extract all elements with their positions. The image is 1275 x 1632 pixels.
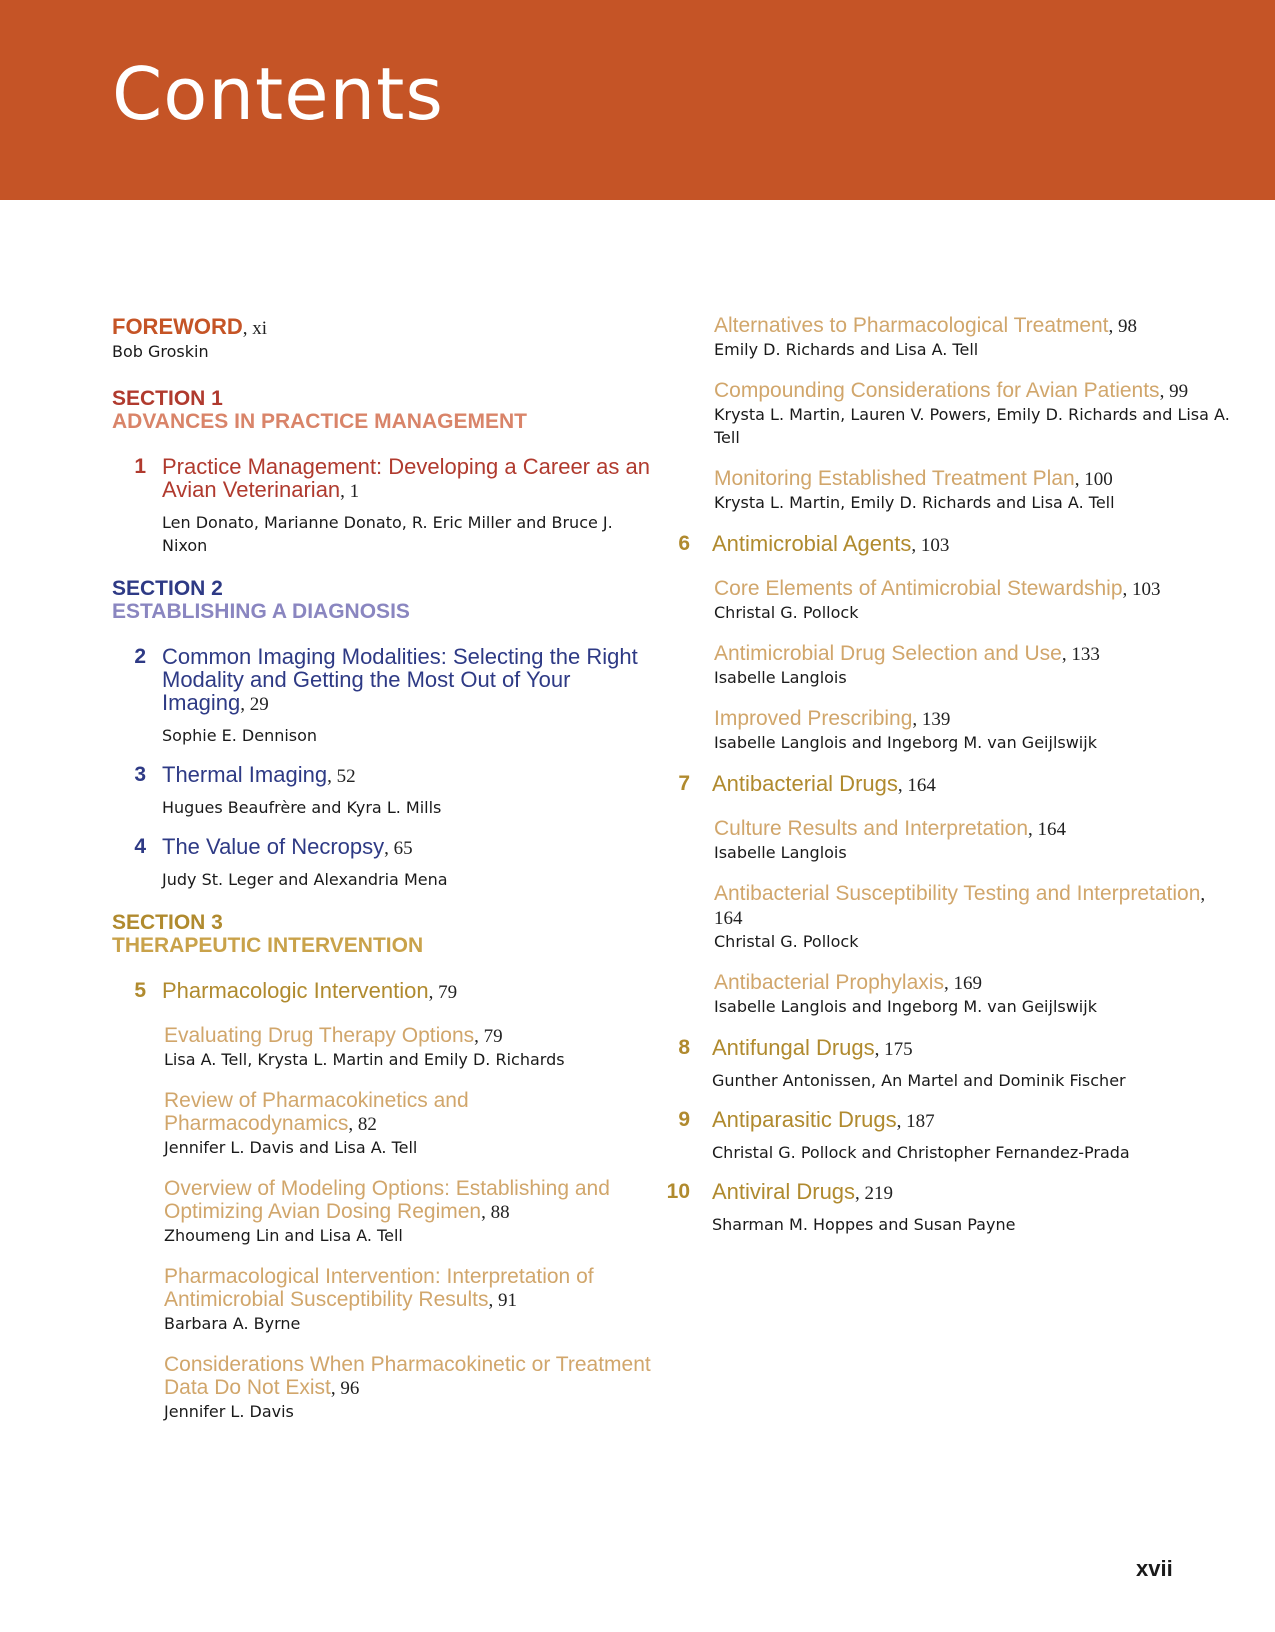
subchapter-page: , 133 xyxy=(1061,644,1100,665)
subchapter-title: Alternatives to Pharmacological Treatment xyxy=(714,314,1109,337)
subchapter-authors: Krysta L. Martin, Emily D. Richards and Lisa A. Tell xyxy=(714,493,1115,512)
chapter-number: 10 xyxy=(666,1180,690,1203)
subchapter-entry[interactable] xyxy=(112,1265,652,1335)
subchapter-title: Culture Results and Interpretation xyxy=(714,817,1029,840)
subchapter-authors: Isabelle Langlois and Ingeborg M. van Geijlswijk xyxy=(714,997,1097,1016)
subchapter-authors: Emily D. Richards and Lisa A. Tell xyxy=(714,340,979,359)
chapter-number: 6 xyxy=(678,532,690,555)
chapter-title: Antiviral Drugs xyxy=(712,1179,856,1204)
subchapter-authors: Zhoumeng Lin and Lisa A. Tell xyxy=(164,1226,403,1245)
subchapter-title: Antibacterial Susceptibility Testing and Interpretation xyxy=(714,882,1201,905)
subchapter-page: , 103 xyxy=(1122,579,1161,600)
subchapter-entry[interactable] xyxy=(112,1024,652,1071)
chapter-authors: Judy St. Leger and Alexandria Mena xyxy=(162,870,448,889)
page-number: xvii xyxy=(1136,1556,1173,1581)
chapter-number: 4 xyxy=(134,835,146,858)
subchapter-entry[interactable] xyxy=(660,817,1230,864)
chapter-entry-8[interactable] xyxy=(660,1036,1230,1092)
section-heading-2 xyxy=(112,577,652,623)
chapter-authors: Christal G. Pollock and Christopher Fernandez-Prada xyxy=(712,1143,1130,1162)
subchapter-title: Monitoring Established Treatment Plan xyxy=(714,467,1075,490)
chapter-title: Antiparasitic Drugs xyxy=(712,1107,897,1132)
chapter-entry-6[interactable] xyxy=(660,532,1230,557)
subchapter-authors: Isabelle Langlois and Ingeborg M. van Geijlswijk xyxy=(714,733,1097,752)
subchapter-title: Antibacterial Prophylaxis xyxy=(714,971,944,994)
foreword-page: , xi xyxy=(242,318,268,339)
chapter-entry-9[interactable] xyxy=(660,1108,1230,1164)
chapter-page: , 187 xyxy=(896,1111,935,1132)
chapter-page: , 219 xyxy=(855,1183,894,1204)
chapter-authors: Gunther Antonissen, An Martel and Dominik Fischer xyxy=(712,1071,1126,1090)
foreword-author: Bob Groskin xyxy=(112,342,209,361)
chapter-entry-3[interactable] xyxy=(112,763,652,819)
subchapter-entry[interactable] xyxy=(660,707,1230,754)
chapter-page: , 1 xyxy=(340,481,360,502)
subchapter-entry[interactable] xyxy=(660,314,1230,361)
chapter-title: Antifungal Drugs xyxy=(712,1035,875,1060)
section-name: ADVANCES IN PRACTICE MANAGEMENT xyxy=(112,410,527,433)
chapter-number: 5 xyxy=(134,979,146,1002)
chapter-title: Antibacterial Drugs xyxy=(712,771,898,796)
toc-right-column xyxy=(660,314,1230,1252)
chapter-page: , 52 xyxy=(327,766,356,787)
subchapter-page: , 79 xyxy=(474,1026,503,1047)
subchapter-authors: Jennifer L. Davis and Lisa A. Tell xyxy=(164,1138,418,1157)
subchapter-entry[interactable] xyxy=(660,971,1230,1018)
chapter-page: , 175 xyxy=(874,1039,913,1060)
chapter-title: Pharmacologic Intervention xyxy=(162,978,429,1003)
subchapter-title: Antimicrobial Drug Selection and Use xyxy=(714,642,1062,665)
chapter-page: , 65 xyxy=(384,838,413,859)
chapter-number: 3 xyxy=(134,763,146,786)
subchapter-authors: Christal G. Pollock xyxy=(714,932,859,951)
section-number: SECTION 1 xyxy=(112,387,223,410)
subchapter-authors: Isabelle Langlois xyxy=(714,843,847,862)
chapter-authors: Hugues Beaufrère and Kyra L. Mills xyxy=(162,798,442,817)
subchapter-title: Evaluating Drug Therapy Options xyxy=(164,1024,475,1047)
chapter-page: , 164 xyxy=(897,775,936,796)
chapter-entry-4[interactable] xyxy=(112,835,652,891)
section-name: ESTABLISHING A DIAGNOSIS xyxy=(112,600,410,623)
subchapter-page: , 164 xyxy=(1028,819,1067,840)
subchapter-entry[interactable] xyxy=(660,642,1230,689)
foreword-entry[interactable] xyxy=(112,314,652,363)
section-number: SECTION 3 xyxy=(112,911,223,934)
subchapter-title: Considerations When Pharmacokinetic or Treatment Data Do Not Exist xyxy=(164,1353,651,1399)
subchapter-title: Improved Prescribing xyxy=(714,707,913,730)
subchapter-page: , 99 xyxy=(1159,381,1189,402)
subchapter-authors: Krysta L. Martin, Lauren V. Powers, Emily D. Richards and Lisa A. Tell xyxy=(714,405,1230,447)
subchapter-page: , 82 xyxy=(348,1114,377,1135)
subchapter-page: , 96 xyxy=(330,1378,360,1399)
subchapter-authors: Christal G. Pollock xyxy=(714,603,859,622)
subchapter-entry[interactable] xyxy=(660,379,1230,449)
header-banner xyxy=(0,0,1275,200)
chapter-title: The Value of Necropsy xyxy=(162,834,385,859)
section-heading-1 xyxy=(112,387,652,433)
section-heading-3 xyxy=(112,911,652,957)
subchapter-page: , 91 xyxy=(488,1290,517,1311)
chapter-entry-2[interactable] xyxy=(112,645,652,747)
section-number: SECTION 2 xyxy=(112,577,223,600)
chapter-entry-1[interactable] xyxy=(112,455,652,557)
subchapter-entry[interactable] xyxy=(660,577,1230,624)
subchapter-title: Overview of Modeling Options: Establishing and Optimizing Avian Dosing Regimen xyxy=(164,1177,610,1223)
chapter-authors: Sharman M. Hoppes and Susan Payne xyxy=(712,1215,1016,1234)
chapter-entry-7[interactable] xyxy=(660,772,1230,797)
subchapter-entry[interactable] xyxy=(112,1353,652,1423)
subchapter-entry[interactable] xyxy=(660,882,1230,953)
chapter-page: , 29 xyxy=(240,694,269,715)
subchapter-authors: Lisa A. Tell, Krysta L. Martin and Emily D. Richards xyxy=(164,1050,565,1069)
chapter-title: Practice Management: Developing a Career as an Avian Veterinarian xyxy=(162,454,650,502)
subchapter-authors: Jennifer L. Davis xyxy=(164,1402,294,1421)
chapter-number: 9 xyxy=(678,1108,690,1131)
subchapter-entry[interactable] xyxy=(112,1089,652,1159)
chapter-authors: Len Donato, Marianne Donato, R. Eric Miller and Bruce J. Nixon xyxy=(162,513,613,555)
chapter-page: , 79 xyxy=(428,982,458,1003)
subchapter-page: , 169 xyxy=(943,973,982,994)
subchapter-entry[interactable] xyxy=(112,1177,652,1247)
subchapter-title: Compounding Considerations for Avian Patients xyxy=(714,379,1160,402)
chapter-authors: Sophie E. Dennison xyxy=(162,726,318,745)
chapter-page: , 103 xyxy=(911,535,950,556)
chapter-number: 2 xyxy=(134,645,146,668)
subchapter-page: , 139 xyxy=(912,709,951,730)
subchapter-page: , 98 xyxy=(1108,316,1138,337)
subchapter-title: Pharmacological Intervention: Interpretation of Antimicrobial Susceptibility Results xyxy=(164,1265,594,1311)
subchapter-page: , 100 xyxy=(1074,469,1113,490)
subchapter-title: Review of Pharmacokinetics and Pharmacodynamics xyxy=(164,1089,469,1135)
chapter-title: Thermal Imaging xyxy=(162,762,328,787)
chapter-entry-5[interactable] xyxy=(112,979,652,1004)
chapter-title: Antimicrobial Agents xyxy=(712,531,912,556)
chapter-entry-10[interactable] xyxy=(660,1180,1230,1236)
toc-left-column xyxy=(112,314,652,1441)
section-name: THERAPEUTIC INTERVENTION xyxy=(112,934,424,957)
chapter-number: 1 xyxy=(134,455,146,478)
foreword-title: FOREWORD xyxy=(112,314,243,339)
subchapter-title: Core Elements of Antimicrobial Stewardship xyxy=(714,577,1123,600)
chapter-number: 7 xyxy=(678,772,690,795)
subchapter-page: , 164 xyxy=(714,884,1206,929)
page-title: Contents xyxy=(112,52,444,136)
subchapter-page: , 88 xyxy=(481,1202,510,1223)
chapter-title: Common Imaging Modalities: Selecting the Right Modality and Getting the Most Out of Your Imaging xyxy=(162,644,638,715)
chapter-number: 8 xyxy=(678,1036,690,1059)
subchapter-entry[interactable] xyxy=(660,467,1230,514)
subchapter-authors: Isabelle Langlois xyxy=(714,668,847,687)
subchapter-authors: Barbara A. Byrne xyxy=(164,1314,301,1333)
